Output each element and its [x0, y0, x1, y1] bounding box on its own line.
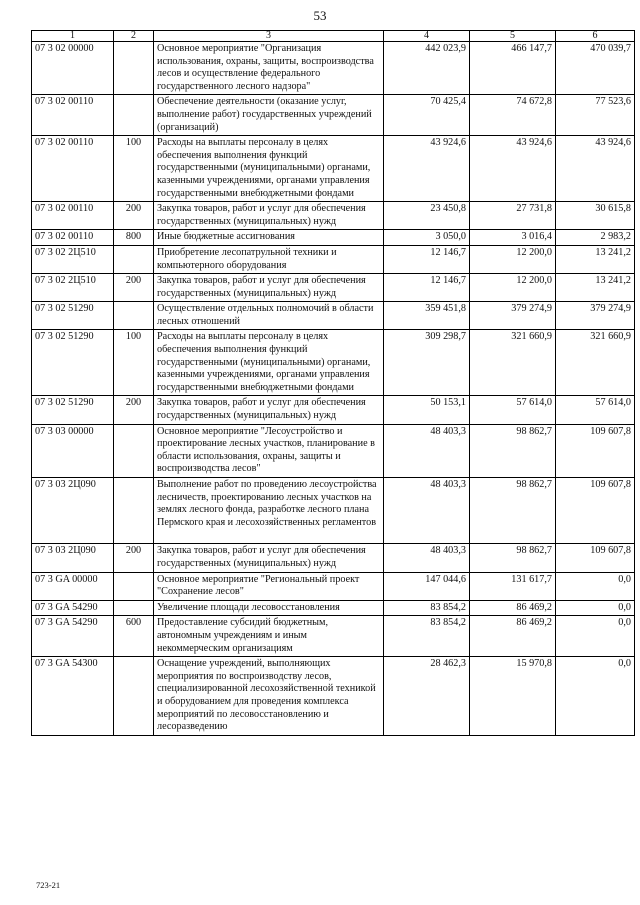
- column-header: 1: [32, 31, 114, 42]
- row-value-col4-cell: 28 462,3: [384, 657, 470, 736]
- row-value-col5-cell: 57 614,0: [470, 396, 556, 424]
- row-code-cell: 07 3 GA 00000: [32, 572, 114, 600]
- row-value-col5-cell: 74 672,8: [470, 95, 556, 136]
- row-value-col4-cell: 147 044,6: [384, 572, 470, 600]
- table-body: [32, 42, 635, 736]
- column-header: 6: [556, 31, 635, 42]
- row-value-col6-cell: 13 241,2: [556, 245, 635, 273]
- row-expense-type-cell: 200: [114, 202, 154, 230]
- row-value-col4-cell: 48 403,3: [384, 478, 470, 544]
- row-value-col6-cell: 109 607,8: [556, 478, 635, 544]
- row-code-cell: 07 3 03 2Ц090: [32, 544, 114, 572]
- row-name-cell: Закупка товаров, работ и услуг для обеспечения государственных (муниципальных) нужд: [154, 202, 384, 230]
- row-name-cell: Обеспечение деятельности (оказание услуг, выполнение работ) государственных учреждений (организаций): [154, 95, 384, 136]
- row-value-col6-cell: 30 615,8: [556, 202, 635, 230]
- row-code-cell: 07 3 02 51290: [32, 396, 114, 424]
- row-value-col5-cell: 86 469,2: [470, 600, 556, 616]
- row-value-col4-cell: 70 425,4: [384, 95, 470, 136]
- row-value-col4-cell: 48 403,3: [384, 544, 470, 572]
- row-value-col5-cell: 466 147,7: [470, 42, 556, 95]
- row-value-col4-cell: 309 298,7: [384, 330, 470, 396]
- row-expense-type-cell: [114, 478, 154, 544]
- row-name-cell: Предоставление субсидий бюджетным, автономным учреждениям и иным некоммерческим организациям: [154, 616, 384, 657]
- row-value-col6-cell: 109 607,8: [556, 544, 635, 572]
- row-code-cell: 07 3 02 2Ц510: [32, 245, 114, 273]
- row-name-cell: Закупка товаров, работ и услуг для обеспечения государственных (муниципальных) нужд: [154, 544, 384, 572]
- row-value-col5-cell: 3 016,4: [470, 230, 556, 246]
- row-expense-type-cell: [114, 302, 154, 330]
- row-expense-type-cell: 200: [114, 544, 154, 572]
- row-value-col6-cell: 379 274,9: [556, 302, 635, 330]
- row-value-col5-cell: 131 617,7: [470, 572, 556, 600]
- row-expense-type-cell: [114, 245, 154, 273]
- row-value-col4-cell: 442 023,9: [384, 42, 470, 95]
- row-code-cell: 07 3 GA 54300: [32, 657, 114, 736]
- row-value-col4-cell: 359 451,8: [384, 302, 470, 330]
- row-name-cell: Приобретение лесопатрульной техники и компьютерного оборудования: [154, 245, 384, 273]
- row-name-cell: Основное мероприятие "Организация использования, охраны, защиты, воспроизводства лесов и осуществление федерального государственного лесного надзора": [154, 42, 384, 95]
- row-value-col4-cell: 3 050,0: [384, 230, 470, 246]
- row-code-cell: 07 3 02 00000: [32, 42, 114, 95]
- table-row: [32, 202, 635, 230]
- table-row: [32, 274, 635, 302]
- row-value-col6-cell: 470 039,7: [556, 42, 635, 95]
- column-header: 4: [384, 31, 470, 42]
- row-value-col5-cell: 86 469,2: [470, 616, 556, 657]
- row-value-col6-cell: 0,0: [556, 572, 635, 600]
- row-value-col4-cell: 12 146,7: [384, 274, 470, 302]
- row-value-col6-cell: 0,0: [556, 600, 635, 616]
- row-name-cell: Иные бюджетные ассигнования: [154, 230, 384, 246]
- table-row: [32, 396, 635, 424]
- table-row: [32, 544, 635, 572]
- row-value-col5-cell: 15 970,8: [470, 657, 556, 736]
- row-name-cell: Закупка товаров, работ и услуг для обеспечения государственных (муниципальных) нужд: [154, 274, 384, 302]
- row-name-cell: Увеличение площади лесовосстановления: [154, 600, 384, 616]
- row-name-cell: Оснащение учреждений, выполняющих мероприятия по воспроизводству лесов, специализированной лесохозяйственной техникой и оборудованием для проведения комплекса мероприятий по лесовосстановлению и лесоразведению: [154, 657, 384, 736]
- row-name-cell: Закупка товаров, работ и услуг для обеспечения государственных (муниципальных) нужд: [154, 396, 384, 424]
- row-value-col6-cell: 109 607,8: [556, 424, 635, 477]
- row-value-col5-cell: 43 924,6: [470, 136, 556, 202]
- row-name-cell: Выполнение работ по проведению лесоустройства лесничеств, проектированию лесных участков на землях лесного фонда, разработке лесного плана Пермского края и лесохозяйственных регламентов: [154, 478, 384, 544]
- row-code-cell: 07 3 03 2Ц090: [32, 478, 114, 544]
- row-expense-type-cell: 600: [114, 616, 154, 657]
- row-code-cell: 07 3 02 2Ц510: [32, 274, 114, 302]
- row-code-cell: 07 3 GA 54290: [32, 616, 114, 657]
- column-header: 2: [114, 31, 154, 42]
- column-header: 3: [154, 31, 384, 42]
- row-value-col4-cell: 23 450,8: [384, 202, 470, 230]
- row-expense-type-cell: 800: [114, 230, 154, 246]
- row-expense-type-cell: [114, 657, 154, 736]
- row-value-col5-cell: 98 862,7: [470, 478, 556, 544]
- row-value-col5-cell: 98 862,7: [470, 424, 556, 477]
- row-value-col5-cell: 321 660,9: [470, 330, 556, 396]
- row-value-col6-cell: 0,0: [556, 657, 635, 736]
- row-value-col5-cell: 379 274,9: [470, 302, 556, 330]
- row-expense-type-cell: [114, 95, 154, 136]
- footer-code: 723-21: [36, 880, 61, 890]
- row-value-col5-cell: 27 731,8: [470, 202, 556, 230]
- column-header: 5: [470, 31, 556, 42]
- row-value-col4-cell: 48 403,3: [384, 424, 470, 477]
- table-row: [32, 136, 635, 202]
- row-code-cell: 07 3 02 00110: [32, 202, 114, 230]
- row-value-col6-cell: 77 523,6: [556, 95, 635, 136]
- row-value-col4-cell: 83 854,2: [384, 600, 470, 616]
- table-row: [32, 330, 635, 396]
- row-code-cell: 07 3 02 00110: [32, 136, 114, 202]
- page-number: 53: [313, 8, 327, 23]
- row-code-cell: 07 3 02 00110: [32, 230, 114, 246]
- table-row: [32, 600, 635, 616]
- row-name-cell: Осуществление отдельных полномочий в области лесных отношений: [154, 302, 384, 330]
- row-code-cell: 07 3 02 51290: [32, 302, 114, 330]
- row-value-col6-cell: 321 660,9: [556, 330, 635, 396]
- row-code-cell: 07 3 GA 54290: [32, 600, 114, 616]
- budget-table: [31, 30, 635, 736]
- row-value-col5-cell: 12 200,0: [470, 245, 556, 273]
- row-expense-type-cell: [114, 572, 154, 600]
- row-name-cell: Расходы на выплаты персоналу в целях обеспечения выполнения функций государственными (муниципальными) органами, казенными учреждениями, органами управления государственными внебюджетными фондами: [154, 330, 384, 396]
- table-row: [32, 95, 635, 136]
- row-expense-type-cell: [114, 424, 154, 477]
- row-value-col6-cell: 0,0: [556, 616, 635, 657]
- row-value-col5-cell: 12 200,0: [470, 274, 556, 302]
- row-expense-type-cell: 100: [114, 136, 154, 202]
- row-value-col6-cell: 2 983,2: [556, 230, 635, 246]
- table-row: [32, 245, 635, 273]
- row-value-col4-cell: 50 153,1: [384, 396, 470, 424]
- row-value-col6-cell: 57 614,0: [556, 396, 635, 424]
- row-expense-type-cell: [114, 42, 154, 95]
- table-row: [32, 572, 635, 600]
- row-expense-type-cell: 100: [114, 330, 154, 396]
- row-value-col6-cell: 13 241,2: [556, 274, 635, 302]
- row-code-cell: 07 3 03 00000: [32, 424, 114, 477]
- table-row: [32, 302, 635, 330]
- row-value-col4-cell: 12 146,7: [384, 245, 470, 273]
- row-value-col6-cell: 43 924,6: [556, 136, 635, 202]
- table-row: [32, 424, 635, 477]
- row-expense-type-cell: [114, 600, 154, 616]
- row-name-cell: Основное мероприятие "Лесоустройство и проектирование лесных участков, планирование в области использования, охраны, защиты и воспроизводства лесов": [154, 424, 384, 477]
- table-row: [32, 478, 635, 544]
- row-expense-type-cell: 200: [114, 274, 154, 302]
- table-row: [32, 230, 635, 246]
- row-name-cell: Основное мероприятие "Региональный проект "Сохранение лесов": [154, 572, 384, 600]
- row-name-cell: Расходы на выплаты персоналу в целях обеспечения выполнения функций государственными (муниципальными) органами, казенными учреждениями, органами управления государственными внебюджетными фондами: [154, 136, 384, 202]
- row-code-cell: 07 3 02 00110: [32, 95, 114, 136]
- row-expense-type-cell: 200: [114, 396, 154, 424]
- row-code-cell: 07 3 02 51290: [32, 330, 114, 396]
- table-header-row: [32, 31, 635, 42]
- table-row: [32, 616, 635, 657]
- row-value-col4-cell: 83 854,2: [384, 616, 470, 657]
- table-row: [32, 42, 635, 95]
- row-value-col5-cell: 98 862,7: [470, 544, 556, 572]
- row-value-col4-cell: 43 924,6: [384, 136, 470, 202]
- table-row: [32, 657, 635, 736]
